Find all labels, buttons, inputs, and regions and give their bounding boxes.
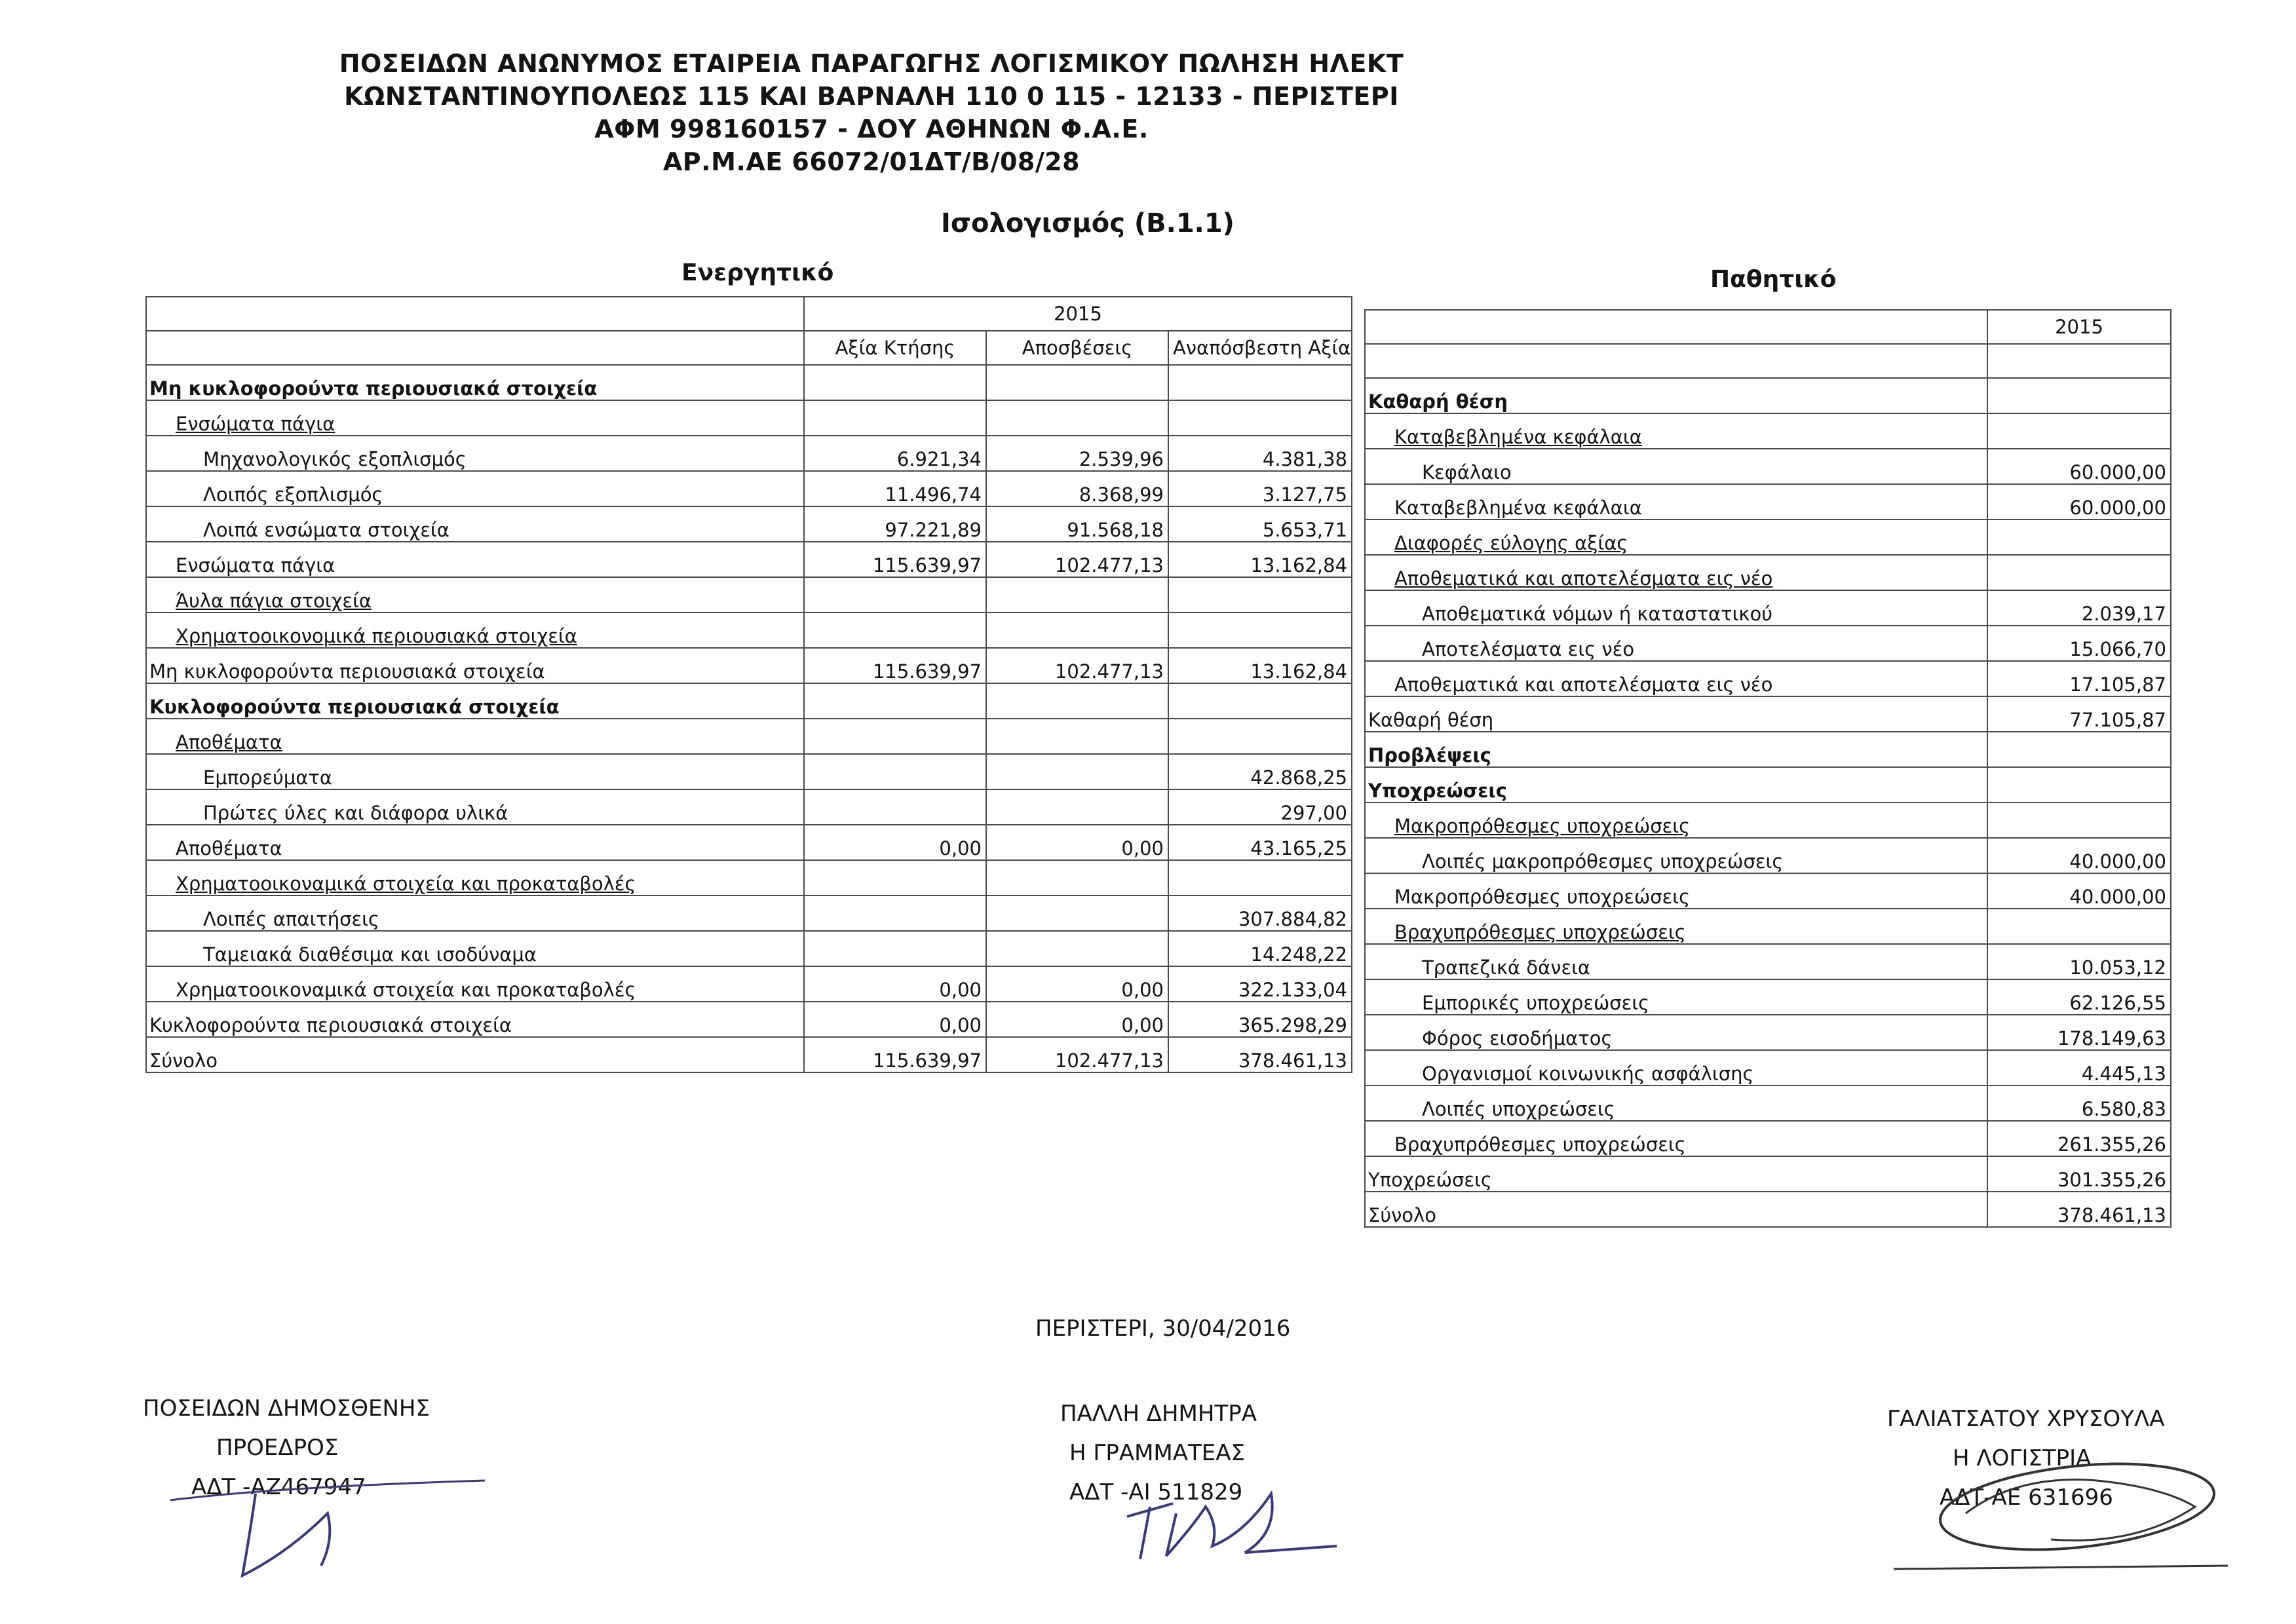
cell-value: 62.126,55 bbox=[1987, 979, 2171, 1015]
table-row-subtotal bbox=[146, 1002, 1352, 1037]
row-label: Καθαρή θέση bbox=[1365, 696, 1987, 732]
liabilities-year: 2015 bbox=[1987, 310, 2171, 344]
cell-value: 10.053,12 bbox=[1987, 944, 2171, 979]
row-label: Μακροπρόθεσμες υποχρεώσεις bbox=[1365, 803, 1987, 838]
cell-value: 4.381,38 bbox=[1168, 436, 1352, 471]
table-row bbox=[1365, 979, 2171, 1015]
cell-value: 91.568,18 bbox=[986, 506, 1168, 542]
row-label: Αποθεματικά και αποτελέσματα εις νέο bbox=[1365, 661, 1987, 696]
place-date: ΠΕΡΙΣΤΕΡΙ, 30/04/2016 bbox=[1035, 1315, 1291, 1342]
cell-value: 322.133,04 bbox=[1168, 966, 1352, 1002]
row-label: Εμπορικές υποχρεώσεις bbox=[1365, 979, 1987, 1015]
row-label: Διαφορές εύλογης αξίας bbox=[1365, 519, 1987, 555]
cell-value: 17.105,87 bbox=[1987, 661, 2171, 696]
assets-column-header-row bbox=[146, 331, 1352, 365]
cell-value: 0,00 bbox=[804, 966, 986, 1002]
row-label: Τραπεζικά δάνεια bbox=[1365, 944, 1987, 979]
row-label: Υποχρεώσεις bbox=[1365, 1156, 1987, 1192]
cell-value: 60.000,00 bbox=[1987, 484, 2171, 519]
table-row bbox=[146, 931, 1352, 966]
row-label: Αποθεματικά νόμων ή καταστατικού bbox=[1365, 590, 1987, 626]
table-row-subtotal bbox=[1365, 484, 2171, 519]
table-row bbox=[146, 471, 1352, 506]
cell-value: 8.368,99 bbox=[986, 471, 1168, 506]
signatory-id: ΑΔΤ-ΑΕ 631696 bbox=[1940, 1484, 2113, 1511]
row-label: Μη κυκλοφορούντα περιουσιακά στοιχεία bbox=[146, 365, 804, 400]
cell-value: 115.639,97 bbox=[804, 1037, 986, 1072]
cell-value: 43.165,25 bbox=[1168, 825, 1352, 860]
cell-value: 297,00 bbox=[1168, 789, 1352, 825]
cell-value: 365.298,29 bbox=[1168, 1002, 1352, 1037]
table-row-subtotal bbox=[146, 542, 1352, 577]
table-row bbox=[1365, 413, 2171, 449]
company-name: ΠΟΣΕΙΔΩΝ ΑΝΩΝΥΜΟΣ ΕΤΑΙΡΕΙΑ ΠΑΡΑΓΩΓΗΣ ΛΟΓΙΣΜΙΚΟΥ ΠΩΛΗΣΗ ΗΛΕΚΤ bbox=[339, 49, 1404, 78]
table-row bbox=[146, 789, 1352, 825]
table-row bbox=[1365, 767, 2171, 803]
table-row bbox=[146, 400, 1352, 436]
cell-value: 301.355,26 bbox=[1987, 1156, 2171, 1192]
table-row bbox=[146, 506, 1352, 542]
cell-value: 42.868,25 bbox=[1168, 754, 1352, 789]
col-net-book-value: Αναπόσβεστη Αξία bbox=[1168, 331, 1352, 365]
company-registry-number: ΑΡ.Μ.ΑΕ 66072/01ΔΤ/Β/08/28 bbox=[662, 147, 1081, 176]
table-row bbox=[146, 613, 1352, 648]
company-header bbox=[0, 47, 1743, 178]
table-row bbox=[1365, 944, 2171, 979]
cell-value: 0,00 bbox=[986, 1002, 1168, 1037]
table-row bbox=[1365, 519, 2171, 555]
row-label: Χρηματοοικοναμικά στοιχεία και προκαταβολές bbox=[146, 860, 804, 896]
signatory-role: Η ΓΡΑΜΜΑΤΕΑΣ bbox=[1069, 1440, 1245, 1466]
row-label: Μακροπρόθεσμες υποχρεώσεις bbox=[1365, 873, 1987, 909]
cell-value: 13.162,84 bbox=[1168, 648, 1352, 683]
table-row bbox=[1365, 909, 2171, 944]
signatory-id: ΑΔΤ -ΑΖ467947 bbox=[191, 1474, 366, 1500]
row-label: Ταμειακά διαθέσιμα και ισοδύναμα bbox=[146, 931, 804, 966]
cell-value: 97.221,89 bbox=[804, 506, 986, 542]
cell-value: 40.000,00 bbox=[1987, 873, 2171, 909]
accountant-signature-scribble bbox=[1887, 1435, 2241, 1592]
cell-value: 77.105,87 bbox=[1987, 696, 2171, 732]
table-row-subtotal bbox=[146, 648, 1352, 683]
table-row bbox=[1365, 590, 2171, 626]
table-row bbox=[1365, 626, 2171, 661]
row-label: Κεφάλαιο bbox=[1365, 449, 1987, 484]
signatory-name: ΠΟΣΕΙΔΩΝ ΔΗΜΟΣΘΕΝΗΣ bbox=[143, 1395, 430, 1422]
liabilities-table bbox=[1364, 309, 2172, 1228]
row-label: Λοιπές υποχρεώσεις bbox=[1365, 1086, 1987, 1121]
row-label: Κυκλοφορούντα περιουσιακά στοιχεία bbox=[146, 1002, 804, 1037]
row-label: Λοιπές μακροπρόθεσμες υποχρεώσεις bbox=[1365, 838, 1987, 873]
cell-value: 11.496,74 bbox=[804, 471, 986, 506]
table-row bbox=[146, 896, 1352, 931]
cell-value: 4.445,13 bbox=[1987, 1050, 2171, 1086]
cell-value: 14.248,22 bbox=[1168, 931, 1352, 966]
row-label: Αποθέματα bbox=[146, 719, 804, 754]
table-row bbox=[1365, 1050, 2171, 1086]
row-label: Εμπορεύματα bbox=[146, 754, 804, 789]
cell-value: 102.477,13 bbox=[986, 1037, 1168, 1072]
row-label: Βραχυπρόθεσμες υποχρεώσεις bbox=[1365, 909, 1987, 944]
signatory-name: ΓΑΛΙΑΤΣΑΤΟΥ ΧΡΥΣΟΥΛΑ bbox=[1887, 1406, 2165, 1432]
row-label: Κυκλοφορούντα περιουσιακά στοιχεία bbox=[146, 683, 804, 719]
signatory-id: ΑΔΤ -ΑΙ 511829 bbox=[1069, 1479, 1243, 1505]
table-row bbox=[146, 577, 1352, 613]
table-row bbox=[1365, 1086, 2171, 1121]
table-row bbox=[1365, 378, 2171, 413]
cell-value: 261.355,26 bbox=[1987, 1121, 2171, 1156]
table-row-subtotal bbox=[1365, 1156, 2171, 1192]
cell-value: 378.461,13 bbox=[1168, 1037, 1352, 1072]
row-label: Πρώτες ύλες και διάφορα υλικά bbox=[146, 789, 804, 825]
signatory-role: Η ΛΟΓΙΣΤΡΙΑ bbox=[1953, 1445, 2092, 1471]
company-tax-id: ΑΦΜ 998160157 - ΔΟΥ ΑΘΗΝΩΝ Φ.Α.Ε. bbox=[594, 115, 1149, 143]
row-label: Χρηματοοικονομικά περιουσιακά στοιχεία bbox=[146, 613, 804, 648]
table-row bbox=[146, 683, 1352, 719]
cell-value: 115.639,97 bbox=[804, 648, 986, 683]
cell-value: 60.000,00 bbox=[1987, 449, 2171, 484]
row-label: Οργανισμοί κοινωνικής ασφάλισης bbox=[1365, 1050, 1987, 1086]
row-label: Αποθέματα bbox=[146, 825, 804, 860]
cell-value: 13.162,84 bbox=[1168, 542, 1352, 577]
company-address: ΚΩΝΣΤΑΝΤΙΝΟΥΠΟΛΕΩΣ 115 ΚΑΙ ΒΑΡΝΑΛΗ 110 0 115 - 12133 - ΠΕΡΙΣΤΕΡΙ bbox=[344, 82, 1399, 111]
cell-value: 2.539,96 bbox=[986, 436, 1168, 471]
cell-value: 115.639,97 bbox=[804, 542, 986, 577]
signatory-role: ΠΡΟΕΔΡΟΣ bbox=[216, 1435, 339, 1461]
table-row bbox=[1365, 838, 2171, 873]
secretary-signature-scribble bbox=[1114, 1467, 1350, 1566]
table-row bbox=[1365, 449, 2171, 484]
cell-value: 15.066,70 bbox=[1987, 626, 2171, 661]
cell-value: 102.477,13 bbox=[986, 542, 1168, 577]
table-row bbox=[1365, 555, 2171, 590]
table-row bbox=[146, 365, 1352, 400]
assets-year: 2015 bbox=[804, 297, 1352, 331]
row-label: Μη κυκλοφορούντα περιουσιακά στοιχεία bbox=[146, 648, 804, 683]
cell-value: 102.477,13 bbox=[986, 648, 1168, 683]
table-row-total bbox=[146, 1037, 1352, 1072]
cell-value: 6.580,83 bbox=[1987, 1086, 2171, 1121]
table-row bbox=[146, 754, 1352, 789]
liabilities-spacer-row bbox=[1365, 344, 2171, 378]
cell-value: 378.461,13 bbox=[1987, 1192, 2171, 1227]
assets-year-row bbox=[146, 297, 1352, 331]
assets-title: Ενεργητικό bbox=[681, 259, 834, 286]
cell-value: 178.149,63 bbox=[1987, 1015, 2171, 1050]
table-row-subtotal bbox=[1365, 696, 2171, 732]
col-acquisition-value: Αξία Κτήσης bbox=[804, 331, 986, 365]
president-signature-scribble bbox=[157, 1435, 498, 1585]
row-label: Ενσώματα πάγια bbox=[146, 400, 804, 436]
row-label: Χρηματοοικοναμικά στοιχεία και προκαταβολές bbox=[146, 966, 804, 1002]
signatory-name: ΠΑΛΛΗ ΔΗΜΗΤΡΑ bbox=[1060, 1401, 1257, 1427]
row-label: Προβλέψεις bbox=[1365, 732, 1987, 767]
table-row-subtotal bbox=[1365, 1121, 2171, 1156]
row-label: Υποχρεώσεις bbox=[1365, 767, 1987, 803]
row-label: Καθαρή θέση bbox=[1365, 378, 1987, 413]
cell-value: 3.127,75 bbox=[1168, 471, 1352, 506]
row-label: Σύνολο bbox=[1365, 1192, 1987, 1227]
col-depreciation: Αποσβέσεις bbox=[986, 331, 1168, 365]
cell-value: 0,00 bbox=[804, 825, 986, 860]
cell-value: 6.921,34 bbox=[804, 436, 986, 471]
table-row bbox=[146, 436, 1352, 471]
liabilities-year-row bbox=[1365, 310, 2171, 344]
row-label: Βραχυπρόθεσμες υποχρεώσεις bbox=[1365, 1121, 1987, 1156]
cell-value: 0,00 bbox=[986, 825, 1168, 860]
document-title: Ισολογισμός (Β.1.1) bbox=[941, 208, 1234, 238]
table-row-subtotal bbox=[146, 825, 1352, 860]
cell-value: 0,00 bbox=[986, 966, 1168, 1002]
table-row-total bbox=[1365, 1192, 2171, 1227]
cell-value: 0,00 bbox=[804, 1002, 986, 1037]
cell-value: 2.039,17 bbox=[1987, 590, 2171, 626]
liabilities-title: Παθητικό bbox=[1710, 266, 1837, 293]
cell-value: 40.000,00 bbox=[1987, 838, 2171, 873]
cell-value: 5.653,71 bbox=[1168, 506, 1352, 542]
table-row-subtotal bbox=[146, 966, 1352, 1002]
row-label: Καταβεβλημένα κεφάλαια bbox=[1365, 484, 1987, 519]
row-label: Ενσώματα πάγια bbox=[146, 542, 804, 577]
table-row bbox=[1365, 732, 2171, 767]
table-row bbox=[1365, 1015, 2171, 1050]
row-label: Άυλα πάγια στοιχεία bbox=[146, 577, 804, 613]
table-row-subtotal bbox=[1365, 873, 2171, 909]
row-label: Μηχανολογικός εξοπλισμός bbox=[146, 436, 804, 471]
row-label: Καταβεβλημένα κεφάλαια bbox=[1365, 413, 1987, 449]
table-row bbox=[146, 860, 1352, 896]
table-row bbox=[1365, 803, 2171, 838]
row-label: Αποθεματικά και αποτελέσματα εις νέο bbox=[1365, 555, 1987, 590]
row-label: Λοιπός εξοπλισμός bbox=[146, 471, 804, 506]
cell-value: 307.884,82 bbox=[1168, 896, 1352, 931]
row-label: Αποτελέσματα εις νέο bbox=[1365, 626, 1987, 661]
table-row bbox=[146, 719, 1352, 754]
assets-table bbox=[145, 296, 1352, 1073]
row-label: Φόρος εισοδήματος bbox=[1365, 1015, 1987, 1050]
row-label: Σύνολο bbox=[146, 1037, 804, 1072]
row-label: Λοιπές απαιτήσεις bbox=[146, 896, 804, 931]
table-row-subtotal bbox=[1365, 661, 2171, 696]
row-label: Λοιπά ενσώματα στοιχεία bbox=[146, 506, 804, 542]
